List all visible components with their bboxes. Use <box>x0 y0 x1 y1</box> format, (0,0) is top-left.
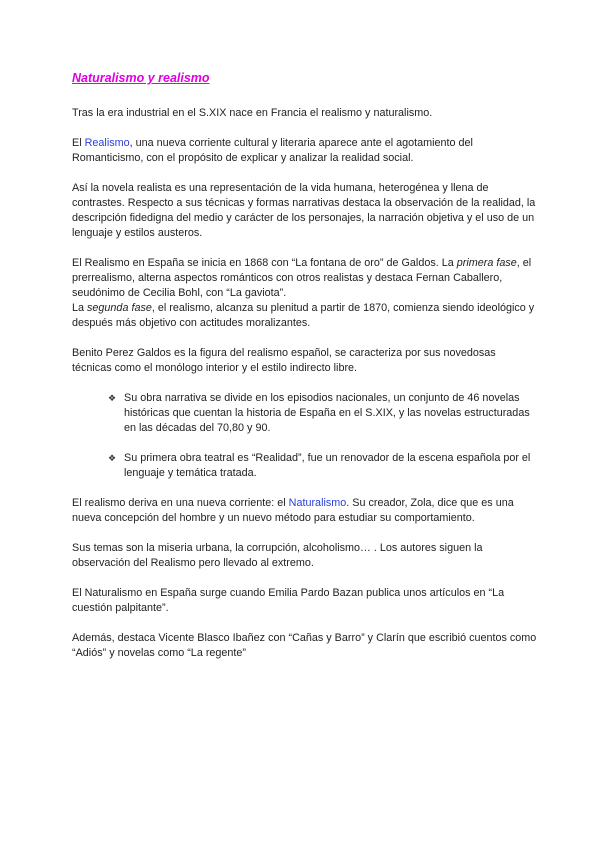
text-run: , el prerrealismo, alterna aspectos románticos con otros realistas y destaca Fernan Caballero, seudónimo de Cecilia Bohl, con “La gaviota”. <box>72 257 532 299</box>
paragraph-naturalismo-espana: El Naturalismo en España surge cuando Emilia Pardo Bazan publica unos artículos en “La cuestión palpitante”. <box>72 587 505 614</box>
text-run: El <box>72 137 85 149</box>
text-run: La <box>72 302 88 314</box>
text-run: , el realismo, alcanza su plenitud a partir de 1870, comienza siendo ideológico y después más objetivo con actitudes moralizantes. <box>72 302 535 329</box>
list-item-text: Su primera obra teatral es “Realidad”, fue un renovador de la escena española por el lenguaje y temática tratada. <box>124 452 531 479</box>
naturalismo-link[interactable]: Naturalismo <box>288 497 347 509</box>
page-title: Naturalismo y realismo <box>72 71 210 85</box>
paragraph-galdos: Benito Perez Galdos es la figura del realismo español, se caracteriza por sus novedosas técnicas como el monólogo interior y el estilo indirecto libre. <box>72 347 496 374</box>
emphasis-primera-fase: primera fase <box>456 257 517 269</box>
paragraph-intro: Tras la era industrial en el S.XIX nace en Francia el realismo y naturalismo. <box>72 107 433 119</box>
paragraph-naturalismo-def <box>72 496 538 526</box>
list-item <box>108 391 538 436</box>
text-run: . Su creador, Zola, dice que es una nueva concepción del hombre y un nuevo método para estudiar su comportamiento. <box>72 497 514 524</box>
paragraph-realismo-def <box>72 136 538 166</box>
realismo-link[interactable]: Realismo <box>84 137 130 149</box>
paragraph-novela-realista: Así la novela realista es una representación de la vida humana, heterogénea y llena de contrastes. Respecto a sus técnicas y formas narrativas destaca la observación de la realidad, la descripción fidedigna del medio y carácter de los personajes, la narración objetiva y el uso de un lenguaje y estilos austeros. <box>72 182 536 239</box>
paragraph-temas: Sus temas son la miseria urbana, la corrupción, alcoholismo… . Los autores siguen la observación del Realismo pero llevado al extremo. <box>72 542 483 569</box>
diamond-bullet-icon: ❖ <box>108 393 117 403</box>
bullet-list <box>72 391 538 481</box>
emphasis-segunda-fase: segunda fase <box>87 302 152 314</box>
text-run: , una nueva corriente cultural y literaria aparece ante el agotamiento del Romanticismo, con el propósito de explicar y analizar la realidad social. <box>72 137 473 164</box>
diamond-bullet-icon: ❖ <box>108 453 117 463</box>
paragraph-realismo-espana <box>72 256 538 331</box>
paragraph-autores: Además, destaca Vicente Blasco Ibañez con “Cañas y Barro” y Clarín que escribió cuentos como “Adiós” y novelas como “La regente” <box>72 632 537 659</box>
text-run: El realismo deriva en una nueva corriente: el <box>72 497 289 509</box>
list-item-text: Su obra narrativa se divide en los episodios nacionales, un conjunto de 46 novelas históricas que cuentan la historia de España en el S.XIX, y las novelas estructuradas en las décadas del 70,80 y 90. <box>124 392 530 434</box>
document-body <box>72 70 538 676</box>
list-item <box>108 451 538 481</box>
text-run: El Realismo en España se inicia en 1868 con “La fontana de oro” de Galdos. La <box>72 257 457 269</box>
